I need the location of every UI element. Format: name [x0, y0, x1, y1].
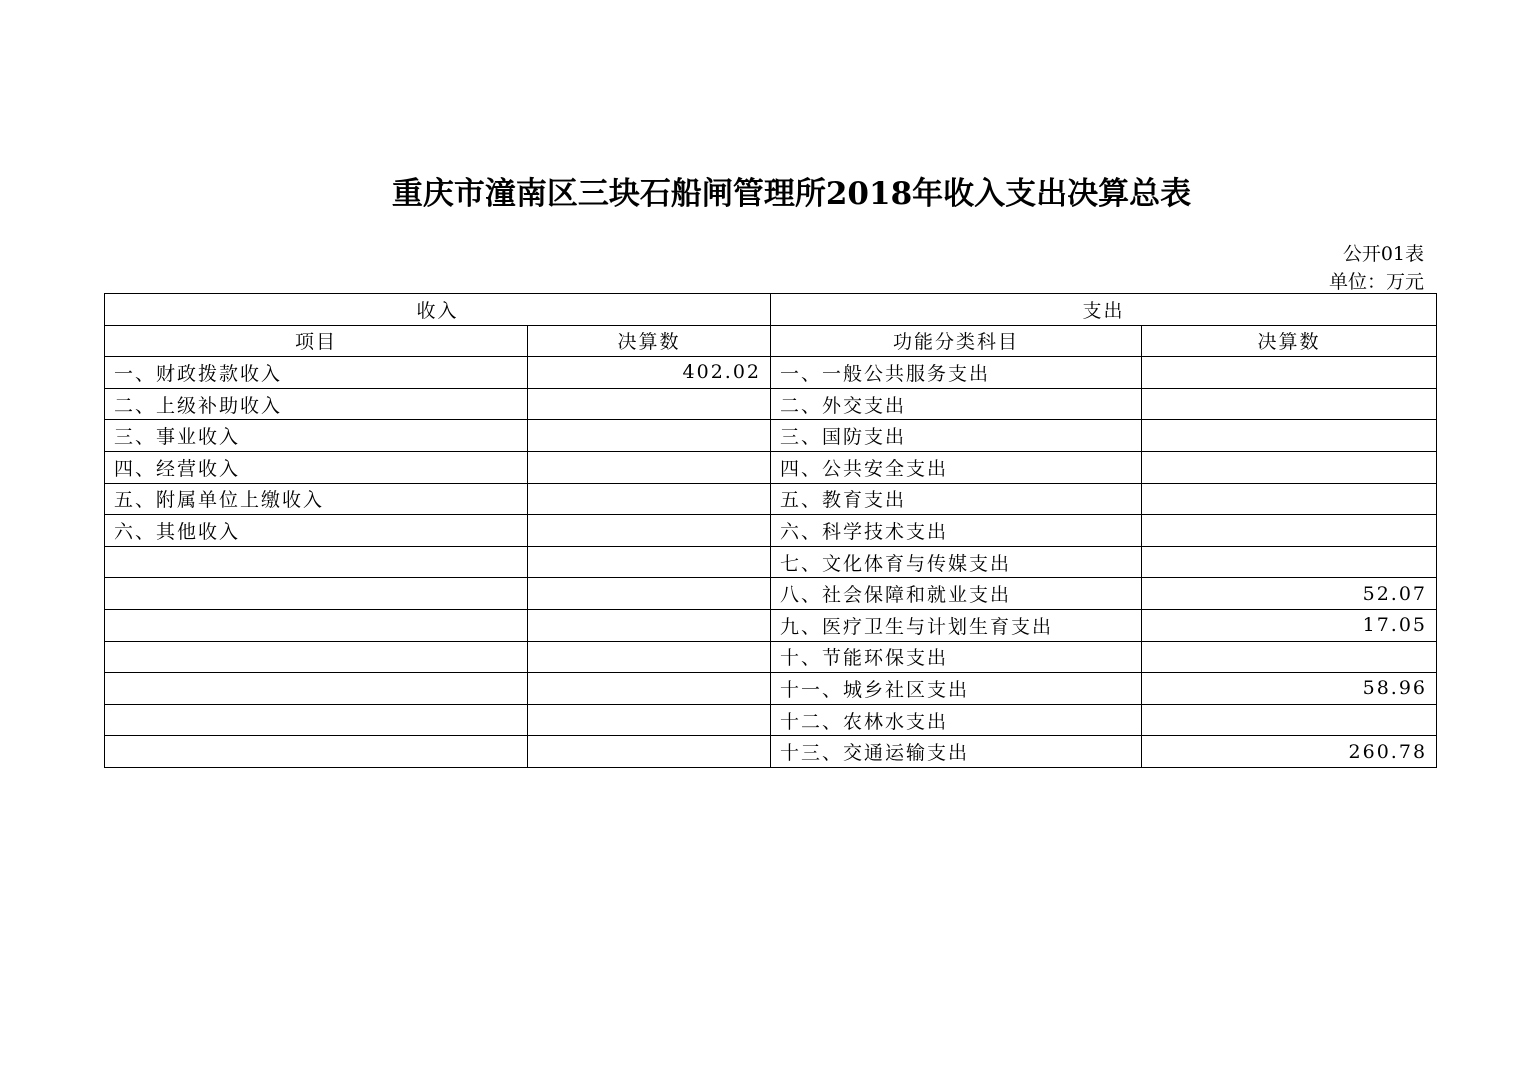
expense-amount-cell [1142, 546, 1437, 578]
income-item-cell [105, 609, 528, 641]
expense-amount-cell [1142, 483, 1437, 515]
income-amount-cell [528, 483, 771, 515]
expense-category-cell: 六、科学技术支出 [771, 515, 1142, 547]
table-row [105, 515, 1437, 547]
income-group-header: 收入 [105, 294, 771, 326]
table-row [105, 357, 1437, 389]
income-amount-cell [528, 515, 771, 547]
income-item-cell: 三、事业收入 [105, 420, 528, 452]
income-item-cell [105, 704, 528, 736]
income-amount-cell [528, 388, 771, 420]
expense-amount-cell [1142, 420, 1437, 452]
expense-category-cell: 十二、农林水支出 [771, 704, 1142, 736]
income-amount-cell [528, 578, 771, 610]
expense-amount-cell [1142, 451, 1437, 483]
column-header-row [105, 325, 1437, 357]
table-row [105, 546, 1437, 578]
table-row [105, 388, 1437, 420]
income-amount-cell [528, 609, 771, 641]
table-row [105, 578, 1437, 610]
expense-amount-cell [1142, 515, 1437, 547]
table-row [105, 420, 1437, 452]
expense-category-cell: 八、社会保障和就业支出 [771, 578, 1142, 610]
table-body [105, 357, 1437, 768]
expense-category-cell: 十、节能环保支出 [771, 641, 1142, 673]
expense-category-cell: 四、公共安全支出 [771, 451, 1142, 483]
expense-amount-cell [1142, 357, 1437, 389]
expense-amount-cell: 52.07 [1142, 578, 1437, 610]
column-header-income-amount: 决算数 [528, 325, 771, 357]
expense-category-cell: 九、医疗卫生与计划生育支出 [771, 609, 1142, 641]
income-item-cell [105, 578, 528, 610]
income-amount-cell [528, 420, 771, 452]
expense-amount-cell [1142, 641, 1437, 673]
income-expense-table [104, 293, 1437, 768]
expense-category-cell: 七、文化体育与传媒支出 [771, 546, 1142, 578]
income-item-cell: 六、其他收入 [105, 515, 528, 547]
income-item-cell [105, 546, 528, 578]
table-row [105, 673, 1437, 705]
expense-category-cell: 二、外交支出 [771, 388, 1142, 420]
expense-category-cell: 十三、交通运输支出 [771, 736, 1142, 768]
expense-amount-cell: 58.96 [1142, 673, 1437, 705]
expense-amount-cell [1142, 388, 1437, 420]
column-header-item: 项目 [105, 325, 528, 357]
income-amount-cell [528, 736, 771, 768]
table-row [105, 641, 1437, 673]
expense-group-header: 支出 [771, 294, 1437, 326]
expense-category-cell: 一、一般公共服务支出 [771, 357, 1142, 389]
income-amount-cell [528, 704, 771, 736]
income-item-cell: 一、财政拨款收入 [105, 357, 528, 389]
income-item-cell [105, 641, 528, 673]
column-header-expense-amount: 决算数 [1142, 325, 1437, 357]
table-row [105, 609, 1437, 641]
expense-category-cell: 五、教育支出 [771, 483, 1142, 515]
income-amount-cell: 402.02 [528, 357, 771, 389]
table-row [105, 483, 1437, 515]
income-item-cell: 四、经营收入 [105, 451, 528, 483]
expense-amount-cell [1142, 704, 1437, 736]
table-row [105, 704, 1437, 736]
income-amount-cell [528, 641, 771, 673]
income-item-cell: 二、上级补助收入 [105, 388, 528, 420]
expense-category-cell: 三、国防支出 [771, 420, 1142, 452]
table-row [105, 736, 1437, 768]
unit-label: 单位：万元 [1328, 271, 1424, 293]
expense-amount-cell: 260.78 [1142, 736, 1437, 768]
income-item-cell [105, 673, 528, 705]
group-header-row [105, 294, 1437, 326]
column-header-function-category: 功能分类科目 [771, 325, 1142, 357]
expense-category-cell: 十一、城乡社区支出 [771, 673, 1142, 705]
expense-amount-cell: 17.05 [1142, 609, 1437, 641]
income-item-cell: 五、附属单位上缴收入 [105, 483, 528, 515]
income-item-cell [105, 736, 528, 768]
income-amount-cell [528, 451, 771, 483]
income-amount-cell [528, 546, 771, 578]
form-number: 公开01表 [1342, 243, 1424, 265]
table-row [105, 451, 1437, 483]
page-title: 重庆市潼南区三块石船闸管理所2018年收入支出决算总表 [391, 176, 1192, 212]
income-amount-cell [528, 673, 771, 705]
